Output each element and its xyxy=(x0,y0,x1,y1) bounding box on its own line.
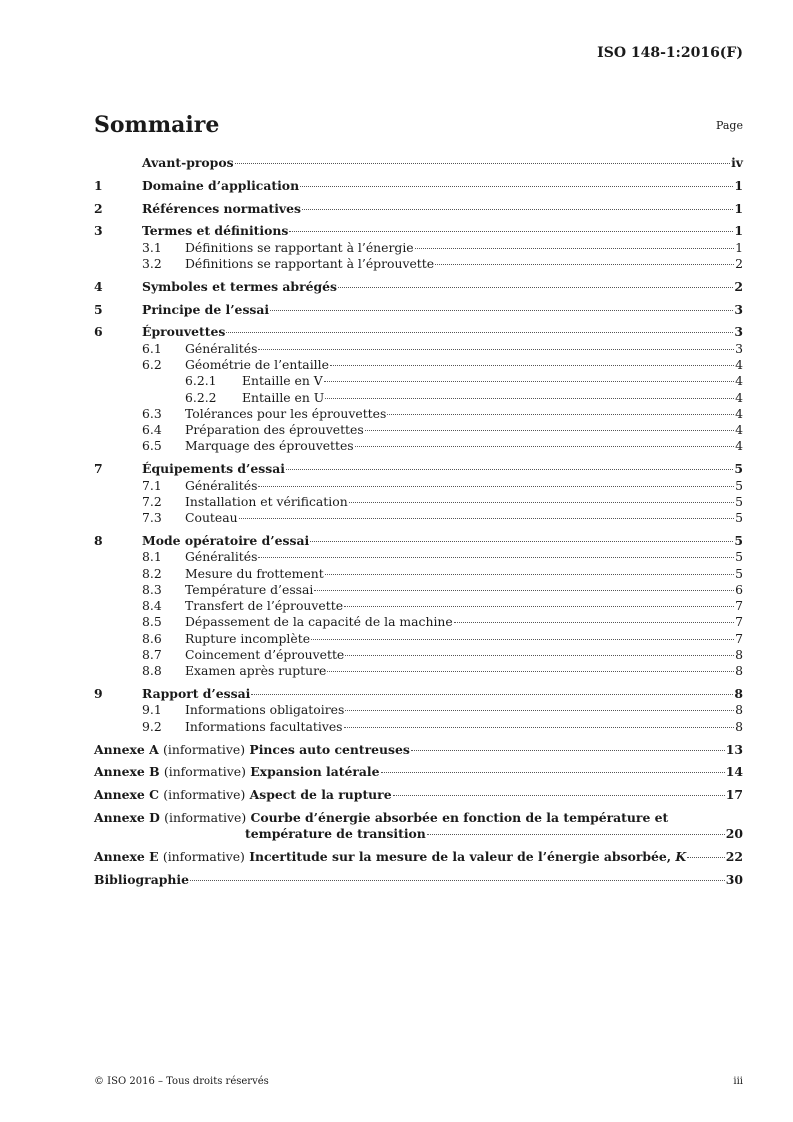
toc-entries xyxy=(94,155,743,735)
toc-page-number: 7 xyxy=(735,630,743,646)
toc-page-number: 4 xyxy=(735,405,743,421)
toc-page-number: 3 xyxy=(734,324,743,340)
toc-entry-number: 8.5 xyxy=(142,614,162,630)
dot-leader xyxy=(387,414,734,415)
toc-entry-label: Mesure du frottement xyxy=(185,565,324,581)
toc-page-number: 30 xyxy=(725,871,743,887)
toc-entry[interactable] xyxy=(94,702,743,718)
toc-page-number: 8 xyxy=(735,702,743,718)
toc-entry-number: 9.1 xyxy=(142,702,162,718)
toc-page-number: 8 xyxy=(734,686,743,702)
toc-entry-number: 6 xyxy=(94,324,103,340)
annex-title: Expansion latérale xyxy=(250,764,380,780)
toc-page-number: 5 xyxy=(734,461,743,477)
toc-page-number: 2 xyxy=(735,255,743,271)
toc-entry[interactable] xyxy=(94,719,743,735)
toc-entry-number: 6.2.2 xyxy=(185,389,217,405)
footer-page-number: iii xyxy=(733,1076,743,1087)
toc-page-number: 5 xyxy=(735,549,743,565)
toc-entry-number: 5 xyxy=(94,301,103,317)
toc-annex-e[interactable] xyxy=(94,849,743,865)
toc-page-number: 4 xyxy=(735,389,743,405)
toc-page-number: 4 xyxy=(735,373,743,389)
toc-entry-label: Définitions se rapportant à l’énergie xyxy=(185,239,414,255)
toc-entry-label: Marquage des éprouvettes xyxy=(185,438,354,454)
toc-entry-label: Bibliographie xyxy=(94,871,190,887)
dot-leader xyxy=(258,557,734,558)
toc-page-number: 5 xyxy=(735,565,743,581)
dot-leader xyxy=(349,502,734,503)
toc-entry-label: Équipements d’essai xyxy=(142,461,285,477)
toc-entry-number: 7.3 xyxy=(142,510,162,526)
annex-type: (informative) xyxy=(164,809,247,825)
toc-entry-number: 6.2.1 xyxy=(185,373,217,389)
dot-leader xyxy=(365,430,734,431)
toc-entry-number: 6.4 xyxy=(142,422,162,438)
toc-entry-label: Coincement d’éprouvette xyxy=(185,647,345,663)
dot-leader xyxy=(310,541,733,542)
toc-entry[interactable] xyxy=(94,566,743,582)
dot-leader xyxy=(355,446,734,447)
toc-entry[interactable] xyxy=(94,373,743,389)
toc-entry-number: 8.8 xyxy=(142,663,162,679)
toc-entry-number: 8.6 xyxy=(142,630,162,646)
dot-leader xyxy=(235,163,731,164)
toc-entry-label: Préparation des éprouvettes xyxy=(185,422,364,438)
toc-page-number: 5 xyxy=(735,510,743,526)
annex-type: (informative) xyxy=(162,848,245,864)
toc-entry[interactable] xyxy=(94,155,743,171)
dot-leader xyxy=(324,381,734,382)
dot-leader xyxy=(454,622,734,623)
dot-leader xyxy=(286,469,733,470)
dot-leader xyxy=(239,518,735,519)
toc-entry-number: 8.3 xyxy=(142,581,162,597)
annex-type: (informative) xyxy=(163,764,246,780)
toc-entry-label: Température d’essai xyxy=(185,581,314,597)
toc-entry-label: Symboles et termes abrégés xyxy=(142,278,338,294)
toc-page-number: 14 xyxy=(725,764,743,780)
toc-entry[interactable] xyxy=(94,549,743,565)
toc-page-number: 7 xyxy=(735,598,743,614)
toc-entry-number: 6.2 xyxy=(142,356,162,372)
toc-entry[interactable] xyxy=(94,438,743,454)
toc-page-number: 8 xyxy=(735,718,743,734)
toc-entry-label: Termes et définitions xyxy=(142,223,289,239)
toc-page-number: 17 xyxy=(725,787,743,803)
toc-entry[interactable] xyxy=(94,582,743,598)
toc-entry-label: Tolérances pour les éprouvettes xyxy=(185,405,387,421)
toc-entry[interactable] xyxy=(94,256,743,272)
toc-entry-label: Mode opératoire d’essai xyxy=(142,532,310,548)
toc-page-number: 1 xyxy=(734,177,743,193)
toc-entry-number: 8.2 xyxy=(142,565,162,581)
toc-entry-label: Généralités xyxy=(185,549,258,565)
toc-page-number: 6 xyxy=(735,581,743,597)
toc-annex-d[interactable] xyxy=(94,810,743,843)
toc-entry[interactable] xyxy=(94,614,743,630)
toc-entry-number: 6.1 xyxy=(142,340,162,356)
dot-leader xyxy=(330,365,734,366)
dot-leader xyxy=(345,655,734,656)
toc-entry-number: 8.4 xyxy=(142,598,162,614)
dot-leader xyxy=(258,349,734,350)
dot-leader xyxy=(344,727,735,728)
toc-entry-number: 7.1 xyxy=(142,477,162,493)
annex-id: Annexe C xyxy=(94,787,159,803)
toc-entry[interactable] xyxy=(94,324,743,340)
toc-page-number: 5 xyxy=(735,477,743,493)
page-column-label: Page xyxy=(715,119,743,132)
dot-leader xyxy=(270,310,733,311)
annex-id: Annexe B xyxy=(94,764,160,780)
annex-title-line1: Courbe d’énergie absorbée en fonction de la température et xyxy=(250,809,669,825)
toc-entry-number: 3.2 xyxy=(142,255,162,271)
toc-entry-label: Généralités xyxy=(185,340,258,356)
dot-leader xyxy=(251,694,733,695)
toc-entry-number: 7.2 xyxy=(142,493,162,509)
toc-entry-number: 9.2 xyxy=(142,718,162,734)
dot-leader xyxy=(314,590,734,591)
toc-entry-number: 8.1 xyxy=(142,549,162,565)
dot-leader xyxy=(427,834,725,835)
dot-leader xyxy=(300,186,733,187)
toc-page-number: 3 xyxy=(734,301,743,317)
dot-leader xyxy=(325,398,734,399)
toc-entry-label: Éprouvettes xyxy=(142,324,226,340)
toc-entry[interactable] xyxy=(94,533,743,549)
dot-leader xyxy=(289,231,733,232)
dot-leader xyxy=(687,857,725,858)
dot-leader xyxy=(327,671,734,672)
toc-entry-number: 2 xyxy=(94,200,103,216)
dot-leader xyxy=(190,880,725,881)
dot-leader xyxy=(411,750,725,751)
toc-entry-label: Entaille en V xyxy=(242,373,323,389)
toc-entry-number: 9 xyxy=(94,686,103,702)
toc-page-number: 20 xyxy=(725,826,743,842)
toc-entry-label: Rapport d’essai xyxy=(142,686,251,702)
toc-entry-number: 8 xyxy=(94,532,103,548)
table-of-contents xyxy=(94,155,743,888)
toc-entry[interactable] xyxy=(94,510,743,526)
toc-entry[interactable] xyxy=(94,279,743,295)
toc-entry[interactable] xyxy=(94,663,743,679)
toc-entry-label: Installation et vérification xyxy=(185,493,348,509)
toc-annex-b[interactable] xyxy=(94,764,743,780)
toc-page-number: 8 xyxy=(735,663,743,679)
footer-copyright: © ISO 2016 – Tous droits réservés xyxy=(94,1076,269,1087)
toc-page-number: 1 xyxy=(735,239,743,255)
toc-entry-label: Avant-propos xyxy=(142,155,234,170)
toc-entry-label: Géométrie de l’entaille xyxy=(185,356,329,372)
toc-entry[interactable] xyxy=(94,390,743,406)
annex-id: Annexe D xyxy=(94,809,160,825)
annex-id: Annexe E xyxy=(94,848,159,864)
toc-entry[interactable] xyxy=(94,494,743,510)
page-title: Sommaire xyxy=(94,112,220,138)
toc-entry[interactable] xyxy=(94,302,743,318)
toc-entry[interactable] xyxy=(94,240,743,256)
annex-title-symbol: K xyxy=(675,848,687,864)
toc-page-number: iv xyxy=(731,155,743,170)
dot-leader xyxy=(325,574,734,575)
toc-annex-c[interactable] xyxy=(94,787,743,803)
toc-entry[interactable] xyxy=(94,422,743,438)
toc-entry-label: Rupture incomplète xyxy=(185,630,311,646)
toc-entry[interactable] xyxy=(94,647,743,663)
toc-page-number: 13 xyxy=(725,741,743,757)
toc-page-number: 3 xyxy=(735,340,743,356)
toc-entry-label: Domaine d’application xyxy=(142,177,300,193)
toc-entry-label: Généralités xyxy=(185,477,258,493)
toc-entry-label: Principe de l’essai xyxy=(142,301,270,317)
toc-entry-label: Définitions se rapportant à l’éprouvette xyxy=(185,255,435,271)
toc-page-number: 5 xyxy=(735,493,743,509)
toc-bibliography[interactable] xyxy=(94,872,743,888)
annex-title: Pinces auto centreuses xyxy=(249,741,410,757)
toc-page-number: 4 xyxy=(735,438,743,454)
dot-leader xyxy=(345,710,734,711)
annex-title: Incertitude sur la mesure de la valeur de l’énergie absorbée, xyxy=(249,848,676,864)
toc-entry-number: 1 xyxy=(94,177,103,193)
toc-entry-label: Informations facultatives xyxy=(185,718,343,734)
annex-type: (informative) xyxy=(163,741,246,757)
annex-id: Annexe A xyxy=(94,741,159,757)
toc-entry-label: Transfert de l’éprouvette xyxy=(185,598,344,614)
toc-entry[interactable] xyxy=(94,631,743,647)
dot-leader xyxy=(381,772,725,773)
toc-entry-number: 6.5 xyxy=(142,438,162,454)
toc-page-number: 1 xyxy=(734,223,743,239)
toc-entry[interactable] xyxy=(94,201,743,217)
dot-leader xyxy=(338,287,733,288)
dot-leader xyxy=(226,332,733,333)
toc-entry[interactable] xyxy=(94,341,743,357)
toc-page-number: 22 xyxy=(725,848,743,864)
toc-entry-number: 8.7 xyxy=(142,647,162,663)
annex-title: Aspect de la rupture xyxy=(249,787,392,803)
toc-entry[interactable] xyxy=(94,223,743,239)
toc-entry[interactable] xyxy=(94,478,743,494)
annex-title-line2: température de transition xyxy=(245,826,426,842)
dot-leader xyxy=(344,606,734,607)
toc-entry-number: 3 xyxy=(94,223,103,239)
toc-page-number: 8 xyxy=(735,647,743,663)
toc-entry[interactable] xyxy=(94,598,743,614)
annex-type: (informative) xyxy=(163,787,246,803)
toc-entry-label: Informations obligatoires xyxy=(185,702,345,718)
toc-entry-label: Entaille en U xyxy=(242,389,325,405)
toc-entry-label: Dépassement de la capacité de la machine xyxy=(185,614,453,630)
toc-entry[interactable] xyxy=(94,357,743,373)
toc-entry-label: Examen après rupture xyxy=(185,663,327,679)
dot-leader xyxy=(415,248,734,249)
toc-page-number: 5 xyxy=(734,532,743,548)
toc-entry-label: Références normatives xyxy=(142,200,301,216)
toc-entry[interactable] xyxy=(94,178,743,194)
dot-leader xyxy=(435,264,734,265)
toc-entry-number: 3.1 xyxy=(142,239,162,255)
toc-page-number: 4 xyxy=(735,356,743,372)
toc-page-number: 1 xyxy=(734,200,743,216)
document-reference: ISO 148-1:2016(F) xyxy=(597,45,743,61)
toc-page-number: 4 xyxy=(735,422,743,438)
toc-annex-a[interactable] xyxy=(94,742,743,758)
dot-leader xyxy=(393,795,725,796)
toc-entry-number: 6.3 xyxy=(142,405,162,421)
toc-entry-number: 7 xyxy=(94,461,103,477)
toc-page-number: 7 xyxy=(735,614,743,630)
dot-leader xyxy=(258,486,734,487)
toc-entry[interactable] xyxy=(94,406,743,422)
toc-entry-label: Couteau xyxy=(185,510,238,526)
dot-leader xyxy=(311,639,734,640)
dot-leader xyxy=(302,209,733,210)
toc-entry[interactable] xyxy=(94,461,743,477)
toc-entry-number: 4 xyxy=(94,278,103,294)
toc-entry[interactable] xyxy=(94,686,743,702)
toc-page-number: 2 xyxy=(734,278,743,294)
